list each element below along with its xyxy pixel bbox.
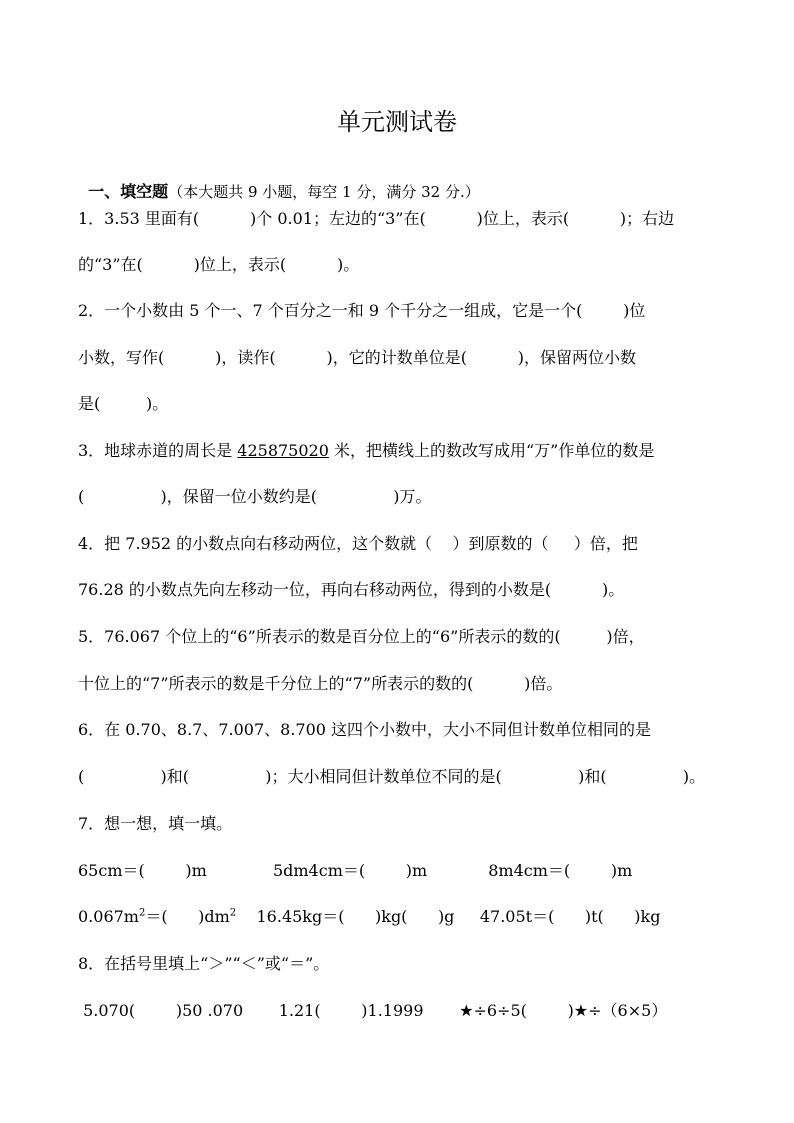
superscript: 2 [138,907,146,919]
question-4-line-2: 76.28 的小数点先向左移动一位，再向右移动两位，得到的小数是( )。 [78,580,625,599]
question-2-line-1: 2．一个小数由 5 个一、7 个百分之一和 9 个千分之一组成，它是一个( )位 [78,301,646,320]
question-8-heading: 8．在括号里填上“＞”“＜”或“＝”。 [78,954,330,973]
question-2-line-3: 是( )。 [78,394,169,413]
row2-part-a: 0.067m [78,907,139,926]
question-6-line-1: 6．在 0.70、8.7、7.007、8.700 这四个小数中，大小不同但计数单位相同的是 [78,720,652,739]
question-3-line-1 [78,441,654,461]
question-7-row-1: 65cm＝( )m 5dm4cm＝( )m 8m4cm＝( )m [78,861,633,880]
question-5-line-2: 十位上的“7”所表示的数是千分位上的“7”所表示的数的( )倍。 [78,674,563,693]
question-8-row-1: 5.070( )50 .070 1.21( )1.1999 ★÷6÷5( )★÷（6×5） [78,1001,668,1020]
question-5-line-1: 5．76.067 个位上的“6”所表示的数是百分位上的“6”所表示的数的( )倍， [78,627,645,646]
underlined-number: 425875020 [237,441,329,460]
section-note: （本大题共 9 小题，每空 1 分，满分 32 分.） [168,183,480,201]
row2-part-b: ＝( )dm [145,907,230,926]
section-heading [78,162,480,202]
row2-part-c: 16.45kg＝( )kg( )g 47.05t＝( )t( )kg [236,907,661,926]
section-title: 一、填空题 [88,182,169,201]
question-3-prefix: 3．地球赤道的周长是 [78,441,238,460]
question-2-line-2: 小数，写作( )，读作( )，它的计数单位是( )，保留两位小数 [78,348,637,367]
question-7-row-2 [78,907,660,927]
superscript: 2 [229,907,237,919]
question-3-suffix: 米，把横线上的数改写成用“万”作单位的数是 [328,441,655,460]
question-1-line-2: 的“3”在( )位上，表示( )。 [78,255,360,274]
question-3-line-2: ( )，保留一位小数约是( )万。 [78,487,432,506]
question-7-heading: 7．想一想，填一填。 [78,814,233,833]
question-1-line-1: 1．3.53 里面有( )个 0.01；左边的“3”在( )位上，表示( )；右边 [78,209,675,228]
page-title: 单元测试卷 [337,108,457,136]
question-4-line-1: 4．把 7.952 的小数点向右移动两位，这个数就（ ）到原数的（ ）倍，把 [78,534,638,553]
question-6-line-2: ( )和( )；大小相同但计数单位不同的是( )和( )。 [78,767,706,786]
